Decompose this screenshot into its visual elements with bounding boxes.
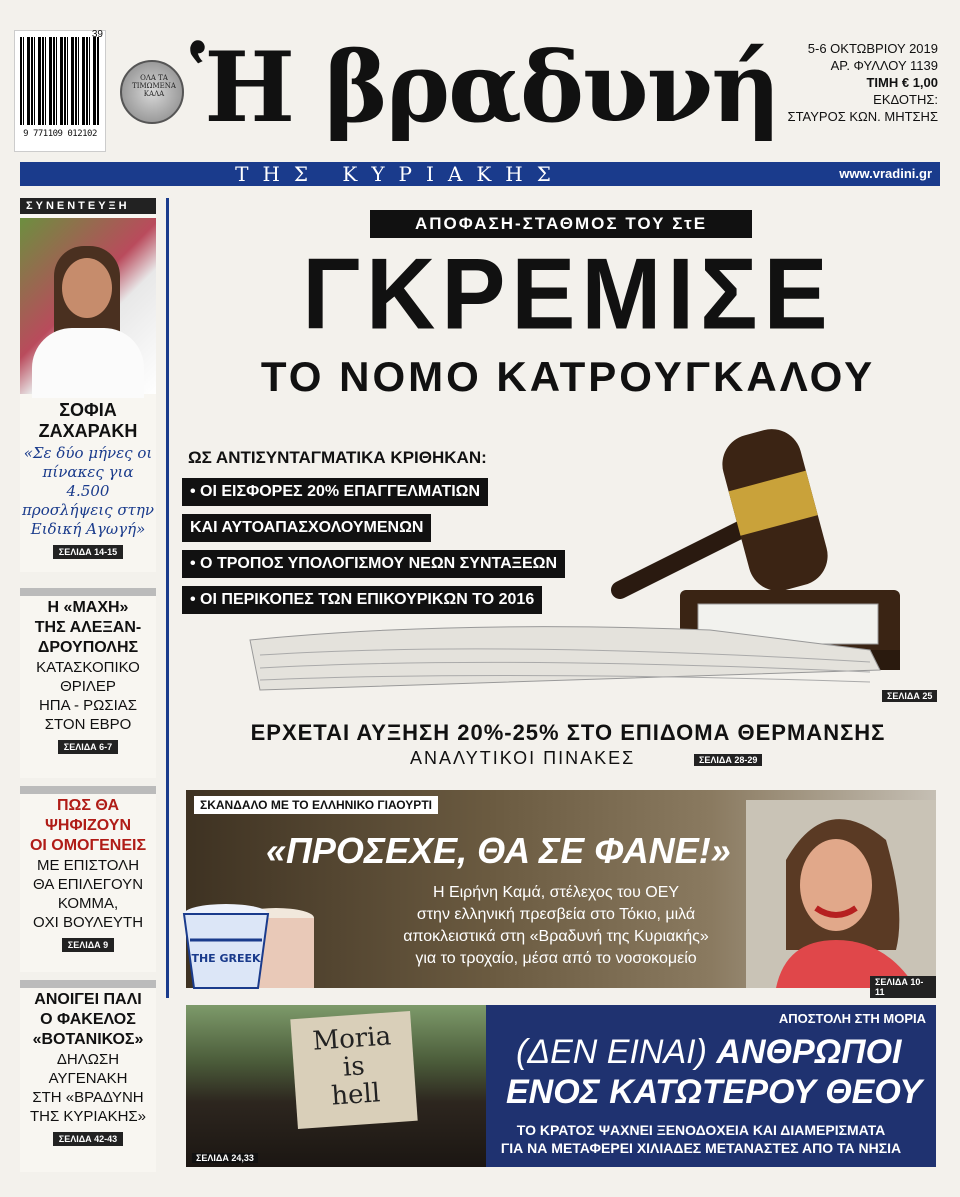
story-headline-3: ΔΡΟΥΠΟΛΗΣ (37, 639, 139, 656)
page-ref: ΣΕΛΙΔΑ 10-11 (870, 976, 936, 998)
protest-sign (290, 1011, 417, 1129)
interview-photo (20, 218, 156, 394)
divider (20, 980, 156, 988)
coin-text: ΟΛΑ ΤΑ ΤΙΜΩΜΕΝΑ ΚΑΛΑ (132, 74, 176, 98)
story-text-3: ΚΟΜΜΑ, (57, 895, 119, 912)
issue-date: 5-6 ΟΚΤΩΒΡΙΟΥ 2019 (807, 41, 938, 56)
yogurt-body-2: στην ελληνική πρεσβεία στο Τόκιο, μιλά (416, 906, 696, 923)
story-headline-1: ΠΩΣ ΘΑ (57, 797, 119, 814)
main-bullet-1: • ΟΙ ΕΙΣΦΟΡΕΣ 20% ΕΠΑΓΓΕΛΜΑΤΙΩΝ (182, 478, 488, 506)
sidebar-story-votanikos[interactable] (20, 980, 156, 1172)
interview-box[interactable] (20, 198, 156, 572)
page-ref: ΣΕΛΙΔΑ 6-7 (58, 740, 118, 754)
sign-line-3: hell (330, 1078, 382, 1112)
moria-tag: ΑΠΟΣΤΟΛΗ ΣΤΗ ΜΟΡΙΑ (778, 1011, 926, 1026)
coin-logo (120, 60, 184, 124)
yogurt-woman-photo (746, 800, 936, 988)
sidebar-story-diaspora-vote[interactable] (20, 786, 156, 972)
story-headline-2: ΤΗΣ ΑΛΕΞΑΝ- (34, 619, 142, 636)
divider (20, 588, 156, 596)
issue-meta (778, 40, 938, 125)
sign-line-1: Moria (311, 1021, 393, 1057)
story-headline-2: ΨΗΦΙΖΟΥΝ (44, 817, 132, 834)
yogurt-cup-image (176, 900, 306, 990)
story-text-3: ΗΠΑ - ΡΩΣΙΑΣ (38, 697, 138, 714)
barcode (14, 30, 106, 152)
yogurt-tag: ΣΚΑΝΔΑΛΟ ΜΕ ΤΟ ΕΛΛΗΝΙΚΟ ΓΙΑΟΥΡΤΙ (194, 796, 438, 814)
story-headline-3: ΟΙ ΟΜΟΓΕΝΕΙΣ (29, 837, 147, 854)
story-text-4: ΤΗΣ ΚΥΡΙΑΚΗΣ» (29, 1108, 147, 1125)
yogurt-body-3: αποκλειστικά στη «Βραδυνή της Κυριακής» (403, 928, 709, 945)
yogurt-body-4: για το τροχαίο, μέσα από το νοσοκομείο (415, 950, 697, 967)
heating-headline[interactable]: ΕΡΧΕΤΑΙ ΑΥΞΗΣΗ 20%-25% ΣΤΟ ΕΠΙΔΟΜΑ ΘΕΡΜΑΝΣΗΣ (250, 720, 886, 745)
barcode-bars (20, 37, 100, 125)
story-text-4: ΟΧΙ ΒΟΥΛΕΥΤΗ (32, 914, 144, 931)
interview-quote: «Σε δύο μήνες οι πίνακες για 4.500 προσλήψεις στην Ειδική Αγωγή» (22, 444, 154, 538)
heating-subhead: ΑΝΑΛΥΤΙΚΟΙ ΠΙΝΑΚΕΣ (410, 748, 636, 768)
moria-headline-light: (ΔΕΝ ΕΙΝΑΙ) (516, 1033, 707, 1071)
story-text-2: ΘΑ ΕΠΙΛΕΓΟΥΝ (32, 876, 144, 893)
page-ref: ΣΕΛΙΔΑ 14-15 (53, 545, 123, 559)
story-headline-3: «ΒΟΤΑΝΙΚΟΣ» (32, 1031, 144, 1048)
page-ref: ΣΕΛΙΔΑ 24,33 (192, 1153, 258, 1163)
newspaper-title: Ἡ βραδυνή (190, 31, 779, 144)
issue-number: ΑΡ. ΦΥΛΛΟΥ 1139 (830, 58, 938, 73)
story-text-3: ΣΤΗ «ΒΡΑΔΥΝΗ (32, 1089, 144, 1106)
story-text-4: ΣΤΟΝ ΕΒΡΟ (44, 716, 132, 733)
story-text-2: ΘΡΙΛΕΡ (60, 678, 116, 695)
photo-dress (32, 328, 144, 398)
main-lead: ΩΣ ΑΝΤΙΣΥΝΤΑΓΜΑΤΙΚΑ ΚΡΙΘΗΚΑΝ: (188, 448, 487, 467)
interview-tag: ΣΥΝΕΝΤΕΥΞΗ (20, 198, 156, 214)
divider (20, 786, 156, 794)
page-ref: ΣΕΛΙΔΑ 28-29 (694, 754, 762, 766)
main-bullet-2: ΚΑΙ ΑΥΤΟΑΠΑΣΧΟΛΟΥΜΕΝΩΝ (182, 514, 431, 542)
publisher-label: ΕΚΔΟΤΗΣ: (873, 92, 938, 107)
photo-face (62, 258, 112, 318)
newspaper-subtitle: ΤΗΣ ΚΥΡΙΑΚΗΣ (235, 162, 565, 186)
interview-name-last: ΖΑΧΑΡΑΚΗ (38, 421, 138, 441)
moria-headline-1 (516, 1033, 901, 1072)
barcode-issue: 39 (91, 29, 103, 40)
moria-headline-2: ΕΝΟΣ ΚΑΤΩΤΕΡΟΥ ΘΕΟΥ (506, 1073, 923, 1111)
yogurt-story[interactable] (186, 790, 936, 997)
yogurt-headline: «ΠΡΟΣΕΧΕ, ΘΑ ΣΕ ΦΑΝΕ!» (266, 830, 731, 871)
subtitle-bar (20, 162, 940, 186)
page-ref: ΣΕΛΙΔΑ 42-43 (53, 1132, 123, 1146)
main-bullet-4: • ΟΙ ΠΕΡΙΚΟΠΕΣ ΤΩΝ ΕΠΙΚΟΥΡΙΚΩΝ ΤΟ 2016 (182, 586, 542, 614)
publisher-name: ΣΤΑΥΡΟΣ ΚΩΝ. ΜΗΤΣΗΣ (787, 109, 938, 124)
story-headline-1: Η «ΜΑΧΗ» (47, 599, 129, 616)
barcode-number: 9 771109 012102 (23, 129, 97, 139)
page-ref: ΣΕΛΙΔΑ 25 (882, 690, 937, 702)
yogurt-body-1: Η Ειρήνη Καμά, στέλεχος του ΟΕΥ (432, 884, 680, 901)
main-subhead: ΤΟ ΝΟΜΟ ΚΑΤΡΟΥΓΚΑΛΟΥ (260, 353, 876, 400)
interview-name-first: ΣΟΦΙΑ (59, 400, 117, 420)
main-kicker: ΑΠΟΦΑΣΗ-ΣΤΑΘΜΟΣ ΤΟΥ ΣτΕ (370, 210, 752, 238)
sidebar-story-alexandroupoli[interactable] (20, 588, 156, 778)
issue-price: ΤΙΜΗ € 1,00 (866, 75, 938, 90)
column-divider (166, 198, 169, 998)
yogurt-body (336, 882, 776, 970)
moria-body-2: ΓΙΑ ΝΑ ΜΕΤΑΦΕΡΕΙ ΧΙΛΙΑΔΕΣ ΜΕΤΑΝΑΣΤΕΣ ΑΠΟ ΤΑ ΝΗΣΙΑ (500, 1140, 902, 1156)
main-headline[interactable]: ΓΚΡΕΜΙΣΕ (302, 238, 834, 351)
moria-body (476, 1121, 926, 1157)
papers-image (250, 610, 890, 700)
page-ref: ΣΕΛΙΔΑ 9 (62, 938, 114, 952)
story-text-2: ΑΥΓΕΝΑΚΗ (48, 1070, 128, 1087)
sign-line-2: is (341, 1051, 366, 1083)
story-headline-2: Ο ΦΑΚΕΛΟΣ (40, 1011, 136, 1028)
yogurt-cup-label: THE GREEK (191, 952, 261, 965)
moria-body-1: ΤΟ ΚΡΑΤΟΣ ΨΑΧΝΕΙ ΞΕΝΟΔΟΧΕΙΑ ΚΑΙ ΔΙΑΜΕΡΙΣΜΑΤΑ (516, 1122, 886, 1138)
website-link[interactable]: www.vradini.gr (839, 166, 932, 181)
story-text-1: ΜΕ ΕΠΙΣΤΟΛΗ (36, 857, 140, 874)
main-bullet-3: • Ο ΤΡΟΠΟΣ ΥΠΟΛΟΓΙΣΜΟΥ ΝΕΩΝ ΣΥΝΤΑΞΕΩΝ (182, 550, 565, 578)
moria-story[interactable] (186, 1005, 936, 1167)
crowd-photo (186, 1005, 486, 1167)
story-headline-1: ΑΝΟΙΓΕΙ ΠΑΛΙ (34, 991, 142, 1008)
story-text-1: ΚΑΤΑΣΚΟΠΙΚΟ (36, 659, 140, 676)
moria-headline-bold: ΑΝΘΡΩΠΟΙ (716, 1033, 902, 1071)
story-text-1: ΔΗΛΩΣΗ (56, 1051, 120, 1068)
